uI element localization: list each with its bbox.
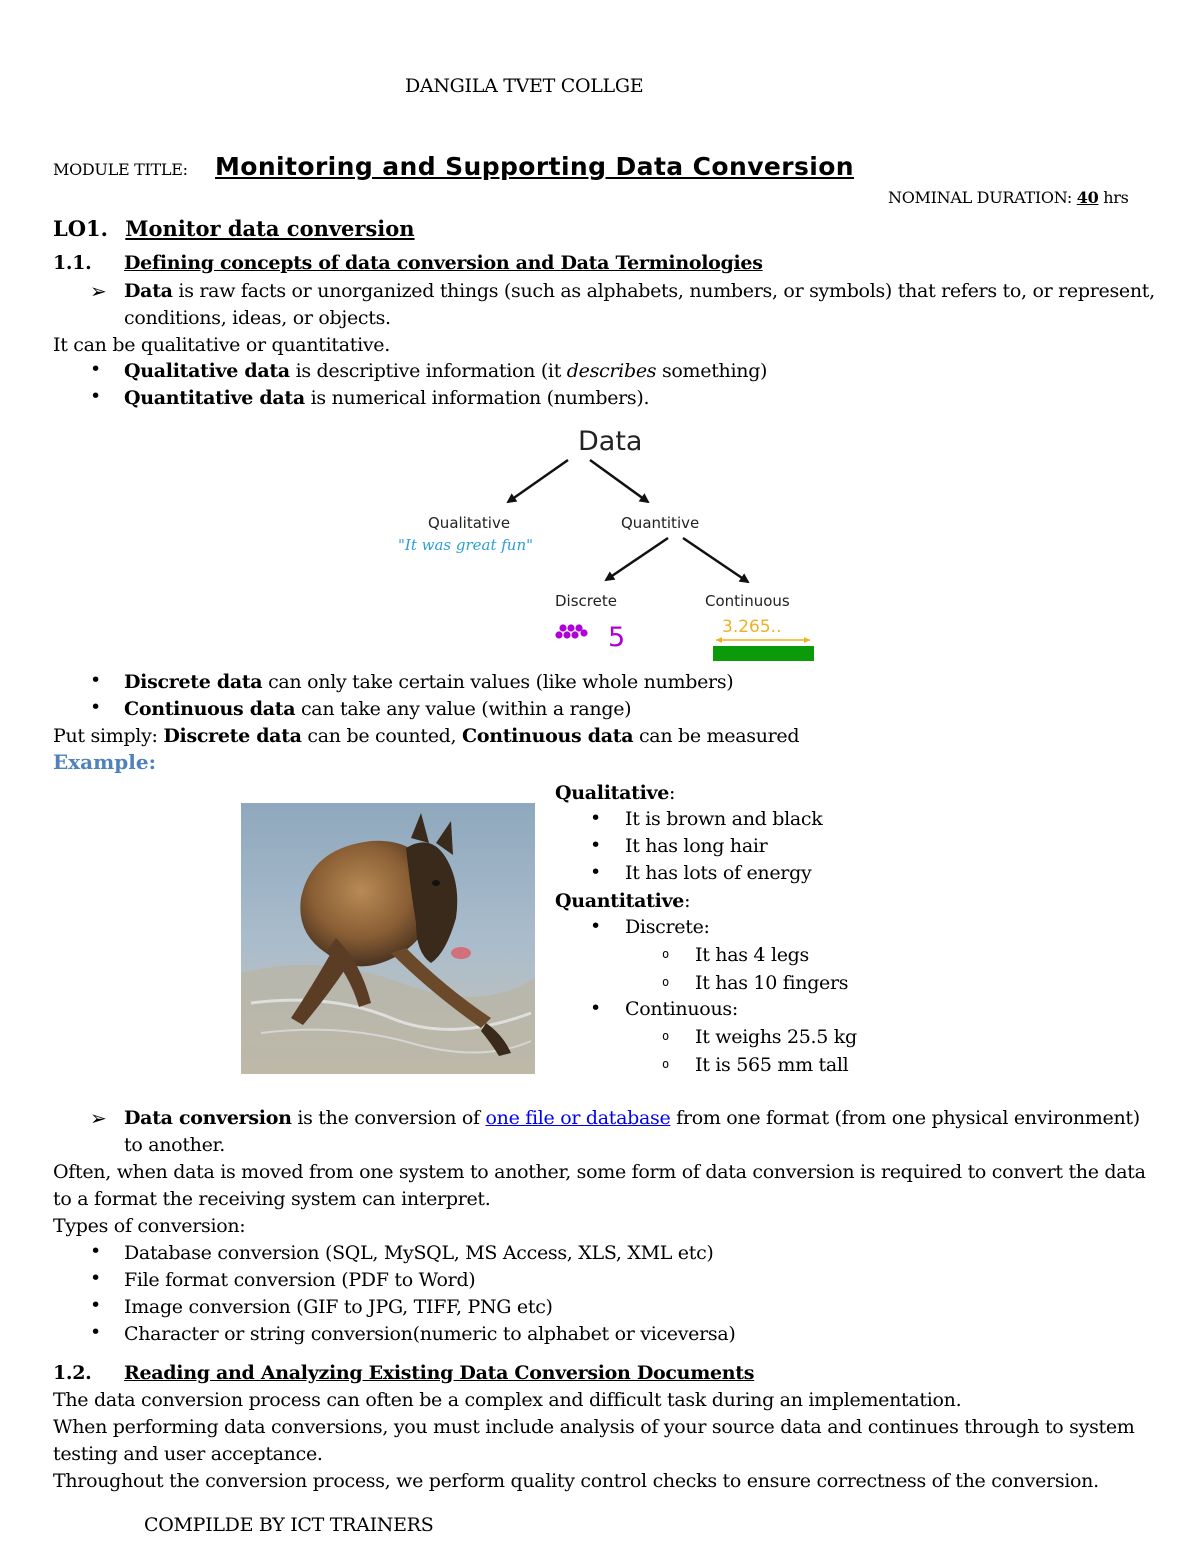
module-title: Monitoring and Supporting Data Conversion bbox=[215, 152, 854, 181]
conversion-definition-line2: to another. bbox=[124, 1134, 225, 1156]
bullet-icon: • bbox=[90, 1240, 102, 1262]
bullet-icon: • bbox=[590, 807, 602, 829]
qualitative-text: is descriptive information (it bbox=[289, 360, 567, 382]
diagram-arrow bbox=[590, 460, 648, 502]
diagram-continuous-value: 3.265.. bbox=[722, 617, 782, 637]
diagram-arrow bbox=[508, 460, 568, 502]
continuous-definition bbox=[124, 696, 631, 723]
qualitative-definition bbox=[124, 358, 767, 385]
duration-label: NOMINAL DURATION: bbox=[888, 188, 1072, 207]
dog-photo bbox=[241, 803, 535, 1074]
list-item: It has long hair bbox=[625, 835, 768, 857]
circle-bullet-icon: o bbox=[662, 1029, 669, 1043]
simply-d: Continuous data bbox=[462, 725, 634, 747]
diagram-continuous-label: Continuous bbox=[705, 592, 790, 610]
section-1-1-number: 1.1. bbox=[53, 252, 92, 274]
conversion-text: is the conversion of bbox=[291, 1107, 486, 1129]
module-title-label: MODULE TITLE: bbox=[53, 160, 188, 179]
circle-bullet-icon: o bbox=[662, 1057, 669, 1071]
section-1-1-title: Defining concepts of data conversion and Data Terminologies bbox=[124, 252, 763, 274]
discrete-definition bbox=[124, 669, 733, 696]
file-or-database-link[interactable]: one file or database bbox=[485, 1107, 671, 1129]
list-item: Character or string conversion(numeric to alphabet or viceversa) bbox=[124, 1323, 736, 1345]
example-qualitative-label: Qualitative bbox=[555, 782, 670, 804]
discrete-term: Discrete data bbox=[124, 671, 263, 693]
diagram-arrow bbox=[683, 538, 748, 582]
list-item: Database conversion (SQL, MySQL, MS Access, XLS, XML etc) bbox=[124, 1242, 714, 1264]
qual-quant-sentence: It can be qualitative or quantitative. bbox=[53, 334, 390, 356]
data-definition-line2: conditions, ideas, or objects. bbox=[124, 307, 391, 329]
bullet-icon: • bbox=[590, 997, 602, 1019]
example-qualitative-heading: Qualitative: bbox=[555, 782, 676, 804]
simply-c: can be counted, bbox=[301, 725, 462, 747]
data-types-diagram bbox=[380, 418, 840, 668]
list-item: It has lots of energy bbox=[625, 862, 812, 884]
list-item: It is 565 mm tall bbox=[695, 1054, 849, 1076]
discrete-text: can only take certain values (like whole numbers) bbox=[262, 671, 734, 693]
bullet-icon: • bbox=[590, 834, 602, 856]
nominal-duration bbox=[888, 188, 1129, 207]
discrete-sublabel: Discrete: bbox=[625, 916, 710, 938]
section-1-2-title: Reading and Analyzing Existing Data Conversion Documents bbox=[124, 1362, 755, 1384]
bullet-icon: • bbox=[90, 358, 102, 380]
often-paragraph-line1: Often, when data is moved from one system to another, some form of data conversion is required to convert the data bbox=[53, 1161, 1146, 1183]
list-item: It has 10 fingers bbox=[695, 972, 849, 994]
example-quantitative-heading: Quantitative: bbox=[555, 890, 691, 912]
conversion-text-end: from one format (from one physical environment) bbox=[670, 1107, 1140, 1129]
duration-value: 40 bbox=[1076, 188, 1099, 207]
diagram-root-label: Data bbox=[578, 426, 643, 457]
s12-paragraph-2-line2: testing and user acceptance. bbox=[53, 1443, 323, 1465]
list-item: It has 4 legs bbox=[695, 944, 809, 966]
diagram-quote: "It was great fun" bbox=[398, 536, 534, 554]
circle-bullet-icon: o bbox=[662, 947, 669, 961]
continuous-text: can take any value (within a range) bbox=[295, 698, 632, 720]
conversion-term: Data conversion bbox=[124, 1107, 292, 1129]
list-item: File format conversion (PDF to Word) bbox=[124, 1269, 476, 1291]
arrow-bullet-icon: ➢ bbox=[90, 1106, 107, 1130]
put-simply-sentence bbox=[53, 723, 799, 750]
example-quantitative-label: Quantitative bbox=[555, 890, 685, 912]
lo1-number: LO1. bbox=[53, 216, 108, 241]
example-label: Example: bbox=[53, 750, 156, 774]
lo1-title: Monitor data conversion bbox=[125, 216, 415, 241]
bullet-icon: • bbox=[90, 1267, 102, 1289]
conversion-definition bbox=[124, 1105, 1140, 1132]
continuous-bar bbox=[713, 646, 814, 661]
quantitative-text: is numerical information (numbers). bbox=[304, 387, 650, 409]
footer-text: COMPILDE BY ICT TRAINERS bbox=[144, 1514, 434, 1536]
list-item: It is brown and black bbox=[625, 808, 823, 830]
types-label: Types of conversion: bbox=[53, 1215, 246, 1237]
section-1-2-number: 1.2. bbox=[53, 1362, 92, 1384]
lo1-heading bbox=[53, 216, 415, 241]
diagram-arrow bbox=[606, 538, 668, 580]
simply-a: Put simply: bbox=[53, 725, 164, 747]
diagram-discrete-value: 5 bbox=[608, 622, 626, 653]
simply-b: Discrete data bbox=[163, 725, 302, 747]
data-term: Data bbox=[124, 280, 173, 302]
bullet-icon: • bbox=[90, 669, 102, 691]
often-paragraph-line2: to a format the receiving system can interpret. bbox=[53, 1188, 491, 1210]
bullet-icon: • bbox=[90, 1294, 102, 1316]
qualitative-emphasis: describes bbox=[566, 360, 657, 382]
quantitative-term: Quantitative data bbox=[124, 387, 305, 409]
qualitative-text-end: something) bbox=[656, 360, 768, 382]
diagram-quantitive-label: Quantitive bbox=[621, 514, 700, 532]
bullet-icon: • bbox=[90, 385, 102, 407]
s12-paragraph-3: Throughout the conversion process, we perform quality control checks to ensure correctness of the conversion. bbox=[53, 1470, 1099, 1492]
diagram-discrete-label: Discrete bbox=[555, 592, 617, 610]
discrete-dots-icon bbox=[555, 624, 587, 638]
s12-paragraph-1: The data conversion process can often be a complex and difficult task during an implementation. bbox=[53, 1389, 962, 1411]
simply-e: can be measured bbox=[633, 725, 800, 747]
diagram-qualitative-label: Qualitative bbox=[428, 514, 511, 532]
circle-bullet-icon: o bbox=[662, 975, 669, 989]
arrow-bullet-icon: ➢ bbox=[90, 279, 107, 303]
quantitative-definition bbox=[124, 385, 649, 412]
duration-unit: hrs bbox=[1103, 188, 1129, 207]
list-item: It weighs 25.5 kg bbox=[695, 1026, 857, 1048]
s12-paragraph-2-line1: When performing data conversions, you must include analysis of your source data and continues through to system bbox=[53, 1416, 1135, 1438]
continuous-term: Continuous data bbox=[124, 698, 296, 720]
continuous-sublabel: Continuous: bbox=[625, 998, 738, 1020]
data-definition-text: is raw facts or unorganized things (such as alphabets, numbers, or symbols) that refers to, or represent, bbox=[172, 280, 1155, 302]
bullet-icon: • bbox=[590, 861, 602, 883]
college-name: DANGILA TVET COLLGE bbox=[405, 75, 644, 97]
bullet-icon: • bbox=[90, 696, 102, 718]
bullet-icon: • bbox=[590, 915, 602, 937]
list-item: Image conversion (GIF to JPG, TIFF, PNG etc) bbox=[124, 1296, 553, 1318]
qualitative-term: Qualitative data bbox=[124, 360, 290, 382]
bullet-icon: • bbox=[90, 1321, 102, 1343]
data-definition bbox=[124, 278, 1155, 305]
